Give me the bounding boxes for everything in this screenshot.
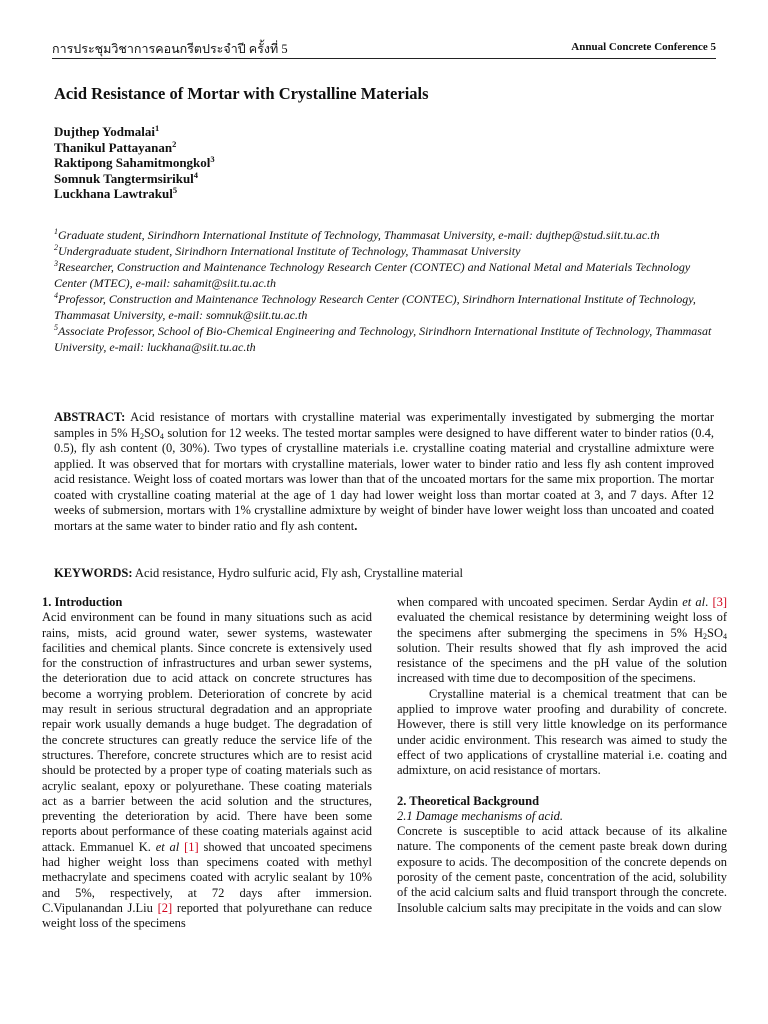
affiliation: $^1$Graduate student, Sirindhorn International Institute of Technology, Thammasat University, e-mail: dujthep@stud.siit.tu.ac.th: [54, 227, 660, 242]
author: Dujthep Yodmalai$^1$: [54, 123, 160, 139]
keywords-label: KEYWORDS:: [54, 566, 133, 580]
author: Somnuk Tangtermsirikul$^4$: [54, 169, 199, 186]
citation-link-2[interactable]: [2]: [157, 900, 173, 915]
theory-paragraph-1: Concrete is susceptible to acid attack because of its alkaline nature. The components of the cement paste break down during exposure to acids. The decomposition of the concrete depends on porosity of the cement paste, concentration of the acid, solubility of the acid calcium salts and fluid transport through the concrete. Insoluble calcium salts may precipitate in the voids and can slow: [397, 824, 727, 915]
citation-link-1[interactable]: [1]: [184, 839, 199, 854]
abstract: ABSTRACT: Acid resistance of mortars with crystalline material was experimentally investigated by submerging the mortar samples in 5% $H_2SO_4$ solution for 12 weeks. The tested mortar samples were designed to have different water to binder ratios (0.4, 0.5), fly ash content (0, 30%). Two types of crystalline materials i.e. crystalline coating material and crystalline admixture were applied. It was observed that for mortars with crystalline materials, lower water to binder ratio and less fly ash content improved acid resistance. Weight loss of coated mortars was lower than that of the uncoated mortars for the same mix proportion. The mortar coated with crystalline coating material at the age of 1 day had lower weight loss than mortar coated at 3, and 7 days. After 12 weeks of submersion, mortars with 1% crystalline admixture by weight of binder have lower weight loss than uncoated and coated mortars at the same water to binder ratio and fly ash content.: [54, 410, 715, 533]
header-conference-thai: การประชุมวิชาการคอนกรีตประจำปี ครั้งที่ 5: [52, 42, 288, 56]
section-heading-introduction: 1. Introduction: [42, 595, 123, 609]
author-list: [54, 124, 215, 202]
affiliation: $^3$Researcher, Construction and Maintenance Technology Research Center (CONTEC) and National Metal and Materials Technology Center (MTEC), e-mail: sahamit@siit.tu.ac.th: [54, 259, 691, 290]
citation-link-3[interactable]: [3]: [712, 595, 728, 609]
header-conference-english: Annual Concrete Conference 5: [571, 41, 716, 53]
subsection-heading-damage: 2.1 Damage mechanisms of acid.: [397, 808, 563, 823]
intro-paragraph-1-continued: when compared with uncoated specimen. Serdar Aydin et al. [3] evaluated the chemical resistance by determining weight loss of the specimens after submerging the specimens in 5% $H_2SO_4$ solution. Their results showed that fly ash improved the acid resistance of the specimens and the pH value of the solution increased with time due to decomposition of the specimens.: [397, 595, 728, 686]
intro-paragraph-1: Acid environment can be found in many situations such as acid rains, mists, acid ground water, sewer systems, wastewater facilities and chemical plants. Since concrete is extensively used for the construction of infrastructures and urban sewer systems, the deterioration due to acid attack on concrete structures has become a worrying problem. Deterioration of concrete by acid may result in serious structural degradation and an appropriate repair work usually demands a huge budget. The degradation of the concrete structures can greatly reduce the service life of the structures. Therefore, concrete structures which are to resist acid should be protected by a proper type of coating materials such as acrylic sealant, epoxy or polyurethane. These coating materials act as a barrier between the acid solution and the structures, preventing the deterioration by acid. There have been some reports about performance of these coating materials against acid attack. Emmanuel K. et al [1] showed that uncoated specimens had higher weight loss than specimens coated with methyl methacrylate and specimens coated with acrylic sealant by 10% and 5%, respectively, at 72 days after immersion. C.Vipulanandan J.Liu [2] reported that polyurethane can reduce weight loss of the specimens: [42, 610, 373, 931]
affiliation: $^2$Undergraduate student, Sirindhorn International Institute of Technology, Thammasat University: [54, 243, 521, 258]
intro-paragraph-2: Crystalline material is a chemical treatment that can be applied to improve water proofing and durability of concrete. However, there is still very little knowledge on its performance under acidic environment. This research was aimed to study the effect of two applications of crystalline material i.e. coating and admixture, on acid resistance of mortars.: [397, 686, 727, 778]
author: Luckhana Lawtrakul$^5$: [54, 185, 178, 201]
affiliation: $^5$Associate Professor, School of Bio-Chemical Engineering and Technology, Sirindhorn International Institute of Technology, Thammasat University, e-mail: luckhana@siit.tu.ac.th: [54, 323, 712, 354]
paper-title: Acid Resistance of Mortar with Crystalline Materials: [54, 84, 429, 103]
affiliation: $^4$Professor, Construction and Maintenance Technology Research Center (CONTEC), Sirindhorn International Institute of Technology, Thammasat University, e-mail: somnuk@siit.tu.ac.th: [54, 291, 696, 322]
author: Raktipong Sahamitmongkol$^3$: [54, 154, 215, 170]
left-column: [42, 595, 372, 932]
right-column: [397, 595, 727, 916]
keywords: KEYWORDS: Acid resistance, Hydro sulfuric acid, Fly ash, Crystalline material: [54, 566, 463, 580]
running-header: [52, 38, 716, 59]
section-heading-theory: 2. Theoretical Background: [397, 793, 540, 808]
affiliation-list: [54, 227, 718, 355]
author: Thanikul Pattayanan$^2$: [54, 138, 177, 155]
abstract-label: ABSTRACT:: [54, 410, 126, 424]
